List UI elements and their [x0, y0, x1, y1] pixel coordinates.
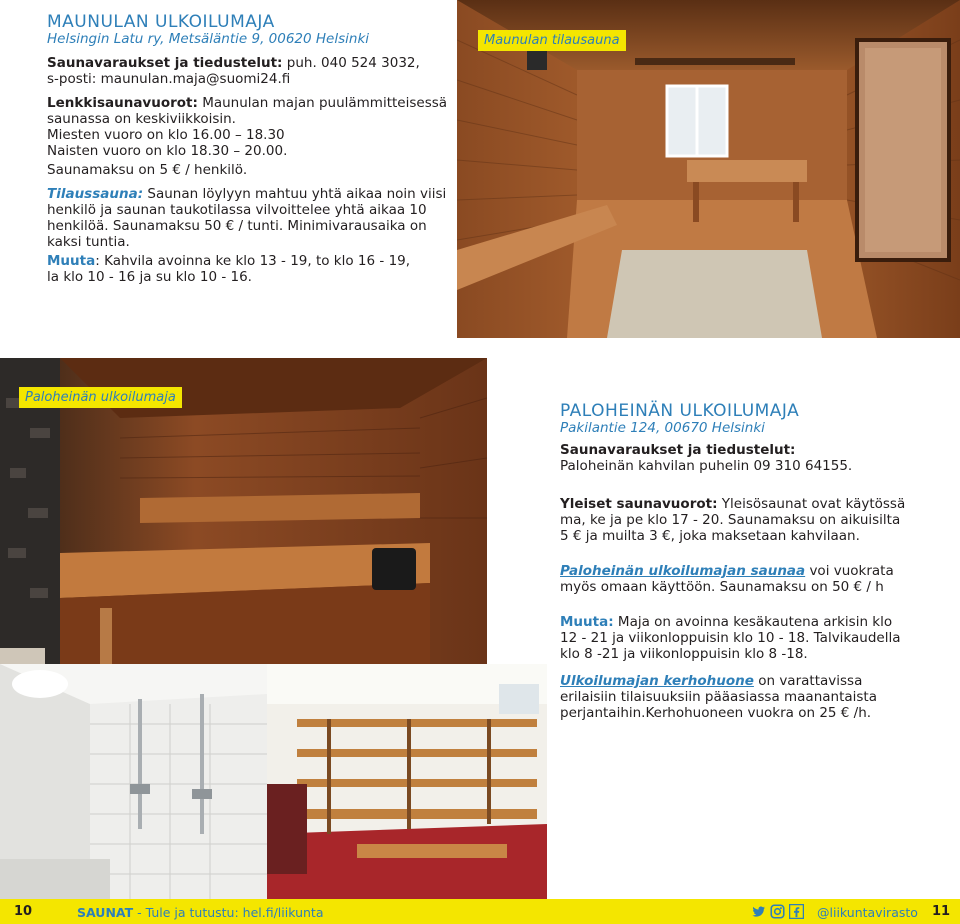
- paloheina-booking-value: Paloheinän kahvilan puhelin 09 310 64155.: [560, 458, 853, 474]
- paloheina-address: Pakilantie 124, 00670 Helsinki: [560, 420, 765, 436]
- footer-section: SAUNAT: [77, 905, 134, 920]
- maunula-order-l1: Saunan löylyyn mahtuu yhtä aikaa noin viisi: [143, 186, 447, 202]
- maunula-turns-l4: Naisten vuoro on klo 18.30 – 20.00.: [47, 143, 288, 159]
- facebook-icon[interactable]: [789, 904, 804, 919]
- maunula-turns-l2: saunassa on keskiviikkoisin.: [47, 111, 236, 127]
- paloheina-club-link[interactable]: Ulkoilumajan kerhohuone: [560, 673, 754, 689]
- twitter-icon[interactable]: [751, 904, 766, 919]
- paloheina-other-label: Muuta:: [560, 614, 614, 630]
- maunula-booking-value: puh. 040 524 3032,: [282, 55, 420, 71]
- paloheina-rent-l2: myös omaan käyttöön. Saunamaksu on 50 € / h: [560, 579, 884, 595]
- paloheina-general-label: Yleiset saunavuorot:: [560, 496, 718, 512]
- maunula-booking: [47, 55, 457, 87]
- maunula-turns-l1: Maunulan majan puulämmitteisessä: [197, 95, 448, 111]
- maunula-email: s-posti: maunulan.maja@suomi24.fi: [47, 71, 291, 87]
- changing-room-photo: [267, 664, 547, 899]
- maunula-photo-caption: Maunulan tilausauna: [478, 30, 626, 51]
- paloheina-rent-link[interactable]: Paloheinän ulkoilumajan saunaa: [560, 563, 806, 579]
- maunula-other: [47, 253, 457, 285]
- paloheina-general: [560, 496, 950, 544]
- paloheina-general-l2: ma, ke ja pe klo 17 - 20. Saunamaksu on aikuisilta: [560, 512, 901, 528]
- paloheina-club-l3: perjantaihin.Kerhohuoneen vuokra on 25 € /h.: [560, 705, 872, 721]
- paloheina-other-l1: Maja on avoinna kesäkautena arkisin klo: [613, 614, 893, 630]
- paloheina-title: PALOHEINÄN ULKOILUMAJA: [560, 401, 800, 421]
- paloheina-club: [560, 673, 950, 721]
- paloheina-general-l1: Yleisösaunat ovat käytössä: [717, 496, 906, 512]
- maunula-other-l2: la klo 10 - 16 ja su klo 10 - 16.: [47, 269, 252, 285]
- maunula-order-label: Tilaussauna:: [47, 186, 144, 202]
- paloheina-booking-label: Saunavaraukset ja tiedustelut:: [560, 442, 796, 458]
- maunula-turns-label: Lenkkisaunavuorot:: [47, 95, 198, 111]
- maunula-title: MAUNULAN ULKOILUMAJA: [47, 12, 275, 32]
- maunula-order-l2: henkilö ja saunan taukotilassa vilvoittelee yhtä aikaa 10: [47, 202, 427, 218]
- maunula-fee: Saunamaksu on 5 € / henkilö.: [47, 162, 248, 178]
- changing-room-illustration: [267, 664, 547, 899]
- maunula-order-l4: kaksi tuntia.: [47, 234, 130, 250]
- paloheina-club-l1: on varattavissa: [753, 673, 863, 689]
- maunula-address: Helsingin Latu ry, Metsäläntie 9, 00620 Helsinki: [47, 31, 370, 47]
- paloheina-other-l3: klo 8 -21 ja viikonloppuisin klo 8 -18.: [560, 646, 808, 662]
- maunula-order-l3: henkilöä. Saunamaksu 50 € / tunti. Minimivarausaika on: [47, 218, 427, 234]
- maunula-turns-l3: Miesten vuoro on klo 16.00 – 18.30: [47, 127, 285, 143]
- footer-handle[interactable]: @liikuntavirasto: [817, 905, 918, 920]
- paloheina-photo-caption: Paloheinän ulkoilumaja: [19, 387, 182, 408]
- paloheina-general-l3: 5 € ja muilta 3 €, joka maksetaan kahvilaan.: [560, 528, 860, 544]
- maunula-other-label: Muuta: [47, 253, 96, 269]
- footer-title: [77, 905, 324, 920]
- paloheina-rent-l1: voi vuokrata: [805, 563, 894, 579]
- page-number-left: 10: [14, 904, 33, 919]
- paloheina-booking: [560, 442, 950, 474]
- paloheina-other-l2: 12 - 21 ja viikonloppuisin klo 10 - 18. Talvikaudella: [560, 630, 901, 646]
- maunula-order: [47, 186, 457, 250]
- instagram-icon[interactable]: [770, 904, 785, 919]
- paloheina-club-l2: erilaisiin tilaisuuksiin pääasiassa maanantaista: [560, 689, 877, 705]
- shower-photo: [0, 664, 267, 899]
- page-footer: [0, 899, 960, 924]
- page-number-right: 11: [932, 904, 951, 919]
- footer-tagline: - Tule ja tutustu: hel.fi/liikunta: [133, 905, 324, 920]
- paloheina-other: [560, 614, 950, 662]
- maunula-booking-label: Saunavaraukset ja tiedustelut:: [47, 55, 283, 71]
- maunula-turns: [47, 95, 457, 159]
- shower-illustration: [0, 664, 267, 899]
- paloheina-rent: [560, 563, 950, 595]
- maunula-other-l1: : Kahvila avoinna ke klo 13 - 19, to klo 16 - 19,: [95, 253, 411, 269]
